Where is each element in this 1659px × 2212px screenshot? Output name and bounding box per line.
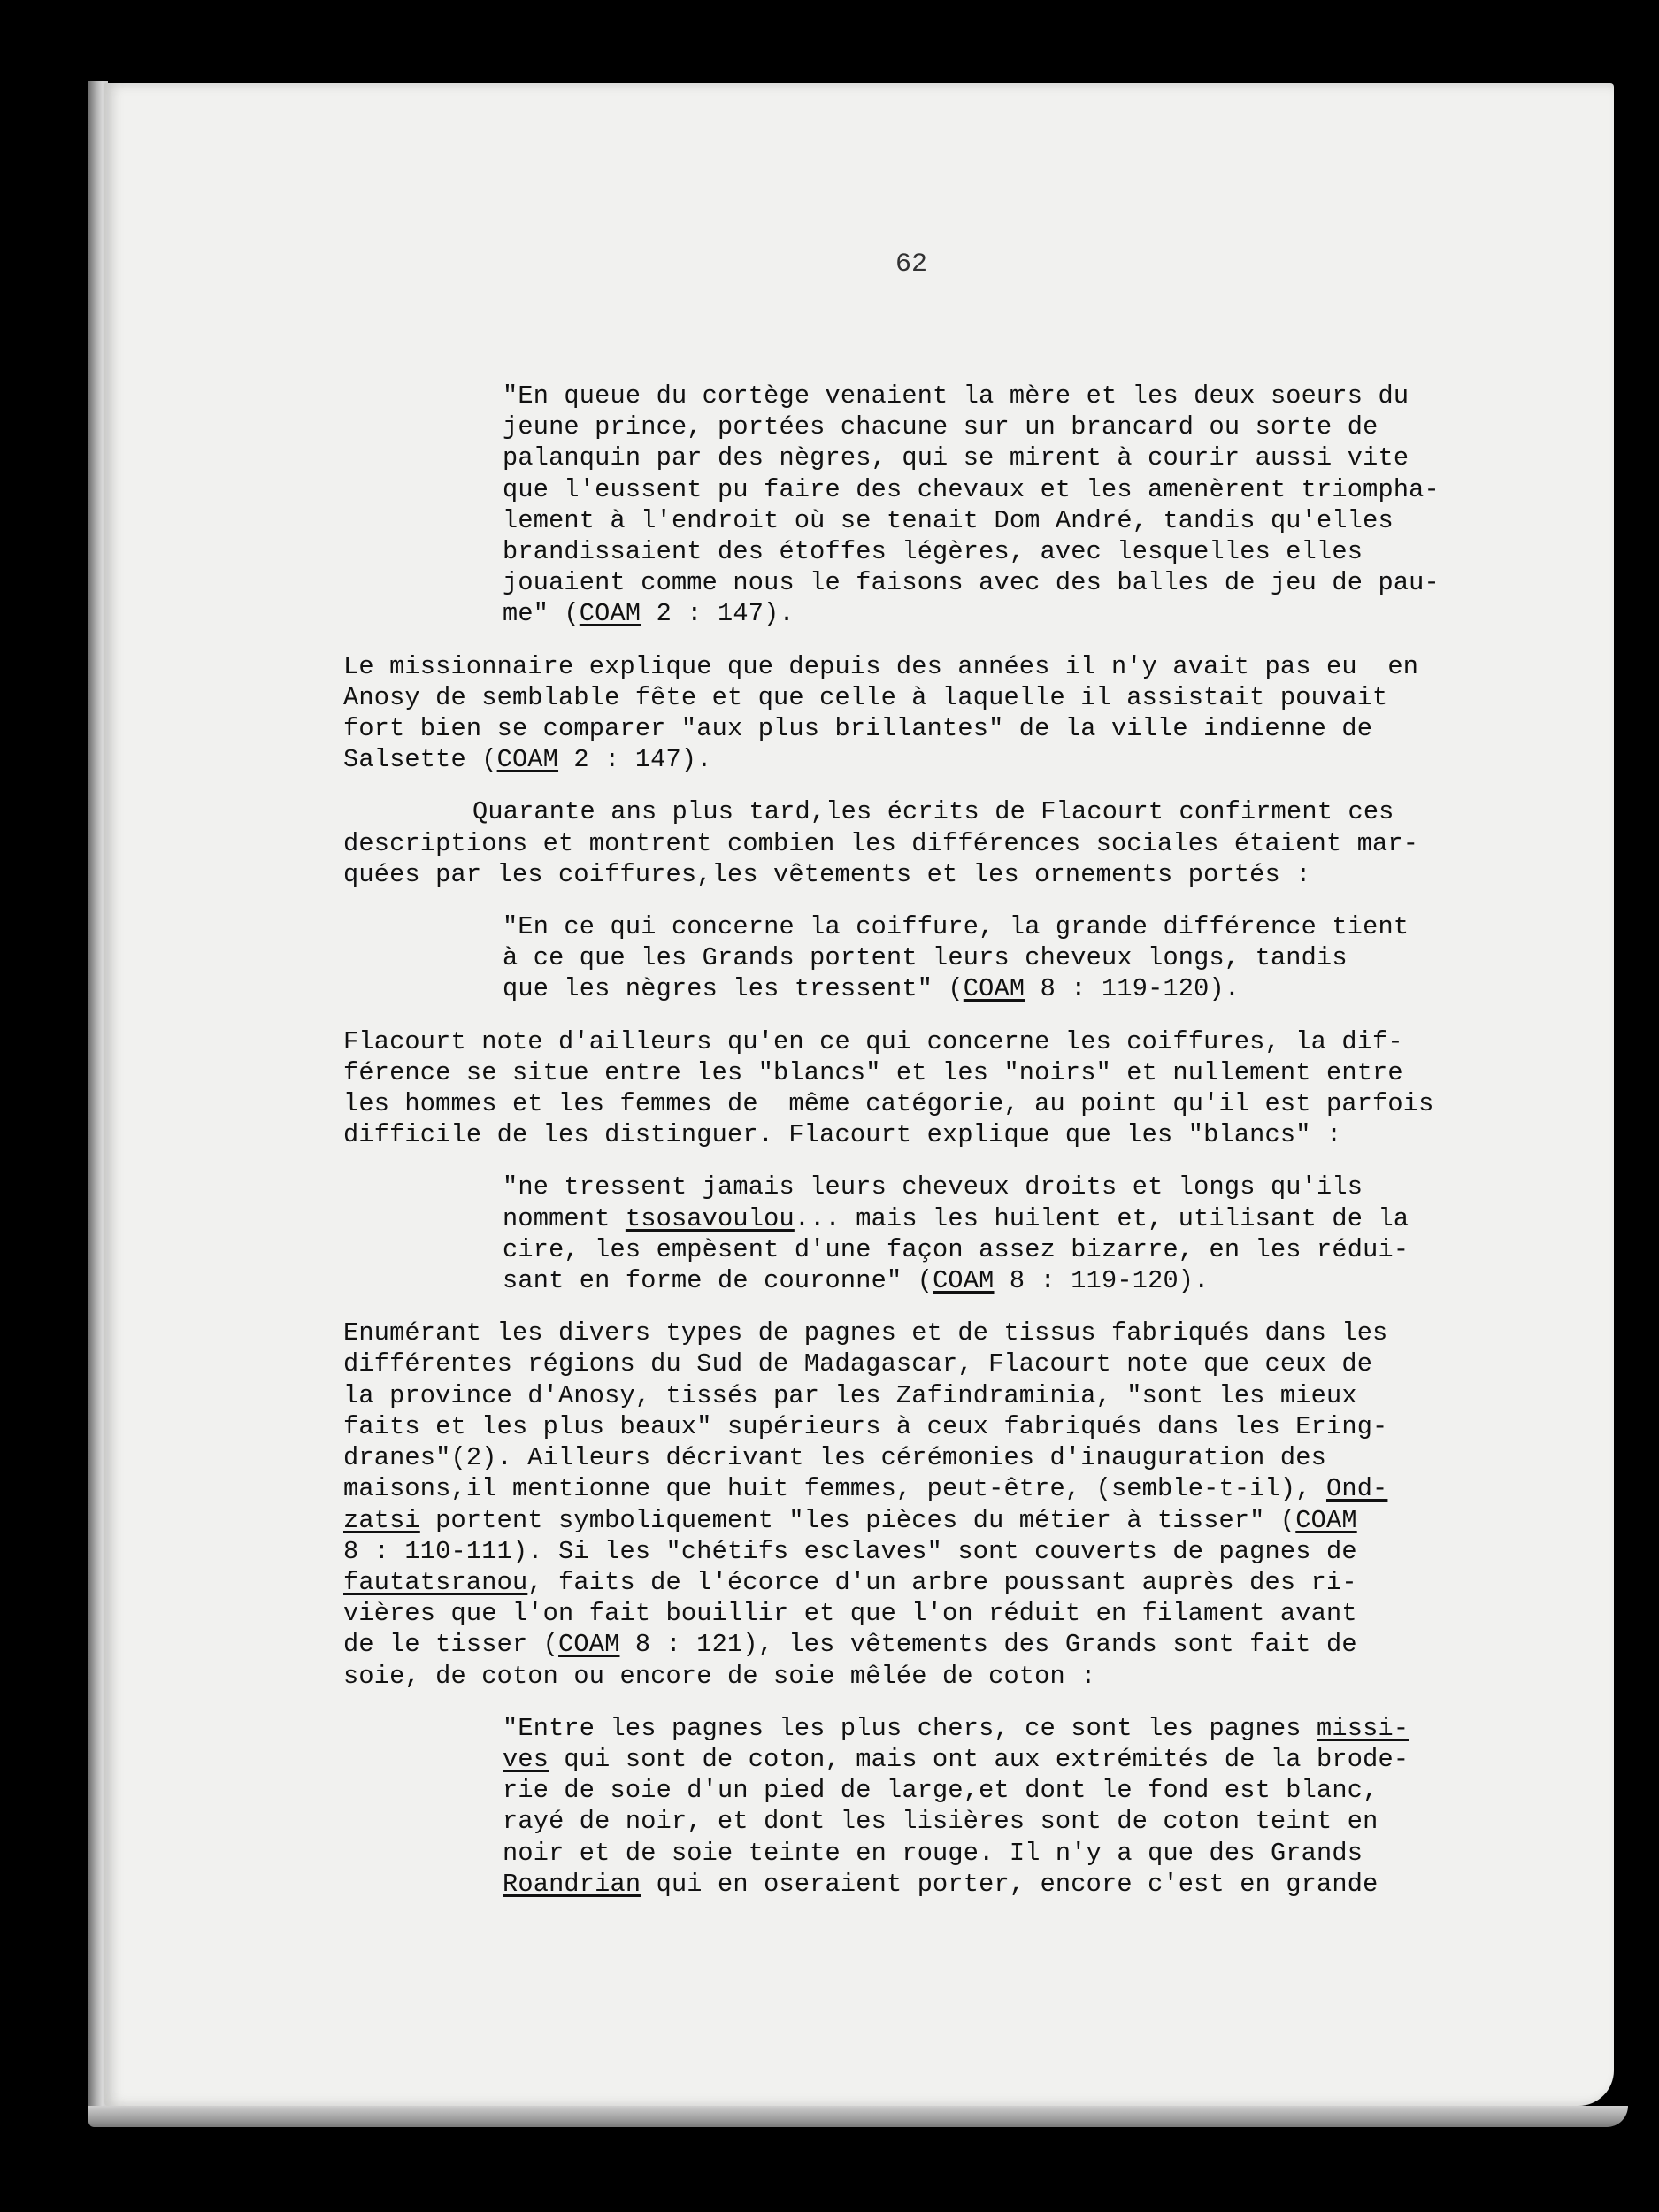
underlined-term: COAM [1295, 1505, 1357, 1535]
text-run: jeune prince, portées chacune sur un brancard ou sorte de [503, 412, 1379, 442]
text-line [343, 1380, 1485, 1411]
text-run: Le missionnaire explique que depuis des années il n'y avait pas eu en [343, 651, 1419, 681]
text-line [503, 1171, 1485, 1202]
text-run: à ce que les Grands portent leurs cheveux longs, tandis [503, 943, 1348, 973]
text-run: maisons,il mentionne que huit femmes, peut-être, (semble-t-il), [343, 1474, 1326, 1504]
underlined-term: COAM [496, 745, 559, 775]
underlined-term: ves [503, 1744, 549, 1774]
text-run: descriptions et montrent combien les différences sociales étaient mar- [343, 828, 1419, 858]
text-run: , faits de l'écorce d'un arbre poussant auprès des ri- [527, 1567, 1357, 1597]
text-run: jouaient comme nous le faisons avec des balles de jeu de pau- [503, 568, 1440, 598]
text-run: 8 : 119-120). [994, 1266, 1210, 1296]
text-line [503, 598, 1485, 629]
text-run: Quarante ans plus tard,les écrits de Flacourt confirment ces [472, 797, 1394, 827]
text-run: 8 : 110-111). Si les "chétifs esclaves" sont couverts de pagnes de [343, 1536, 1357, 1566]
text-run: 2 : 147). [558, 745, 712, 775]
text-line [503, 1234, 1485, 1265]
paragraph [343, 651, 1485, 776]
text-line [343, 1536, 1485, 1567]
text-run: "En ce qui concerne la coiffure, la grande différence tient [503, 912, 1409, 942]
text-line [503, 1869, 1485, 1900]
text-line [503, 1838, 1485, 1869]
paragraph-gap [343, 1005, 1485, 1026]
text-line [343, 1505, 1485, 1536]
text-line [343, 828, 1485, 859]
text-run: les hommes et les femmes de même catégorie, au point qu'il est parfois [343, 1089, 1434, 1119]
text-run: qui en oseraient porter, encore c'est en grande [641, 1869, 1379, 1899]
paragraph [343, 1026, 1485, 1151]
underlined-term: zatsi [343, 1505, 420, 1535]
text-line [343, 859, 1485, 890]
text-line [503, 1713, 1485, 1744]
underlined-term: tsosavoulou [625, 1203, 795, 1233]
text-line [503, 942, 1485, 973]
paragraph [343, 796, 1485, 890]
paragraph-gap [343, 1692, 1485, 1713]
text-run: de le tisser ( [343, 1630, 559, 1660]
block-quote [503, 1713, 1485, 1900]
text-line [343, 1411, 1485, 1442]
text-run: 2 : 147). [641, 599, 795, 629]
text-run: portent symboliquement "les pièces du métier à tisser" ( [419, 1505, 1296, 1535]
text-run: 8 : 119-120). [1025, 974, 1240, 1004]
paragraph-gap [343, 890, 1485, 911]
text-line [503, 1265, 1485, 1296]
book-page-edges-bottom [88, 2106, 1628, 2127]
text-line [343, 682, 1485, 713]
text-line [343, 651, 1485, 682]
text-line [503, 536, 1485, 567]
paragraph-gap [343, 1150, 1485, 1171]
text-run: noir et de soie teinte en rouge. Il n'y a que des Grands [503, 1838, 1363, 1868]
text-line [343, 1317, 1485, 1348]
text-line [503, 442, 1485, 473]
text-run: "En queue du cortège venaient la mère et les deux soeurs du [503, 381, 1409, 411]
text-run: soie, de coton ou encore de soie mêlée de coton : [343, 1661, 1096, 1691]
text-line [503, 1806, 1485, 1837]
text-run: palanquin par des nègres, qui se mirent à courir aussi vite [503, 443, 1409, 473]
underlined-term: COAM [558, 1630, 620, 1660]
text-line [343, 713, 1485, 744]
text-run: me" ( [503, 599, 580, 629]
text-line [343, 1598, 1485, 1629]
text-run: quées par les coiffures,les vêtements et les ornements portés : [343, 859, 1311, 889]
text-line [503, 1775, 1485, 1806]
text-line [503, 567, 1485, 598]
underlined-term: fautatsranou [343, 1567, 528, 1597]
block-quote [503, 380, 1485, 630]
text-run: vières que l'on fait bouillir et que l'on réduit en filament avant [343, 1599, 1357, 1629]
text-run: rie de soie d'un pied de large,et dont le fond est blanc, [503, 1776, 1379, 1806]
text-run: brandissaient des étoffes légères, avec lesquelles elles [503, 537, 1363, 567]
text-line [343, 1629, 1485, 1660]
text-run: "ne tressent jamais leurs cheveux droits et longs qu'ils [503, 1172, 1363, 1202]
text-run: nomment [503, 1203, 626, 1233]
text-run: Salsette ( [343, 745, 497, 775]
text-run: difficile de les distinguer. Flacourt explique que les "blancs" : [343, 1120, 1342, 1150]
text-run: différentes régions du Sud de Madagascar, Flacourt note que ceux de [343, 1349, 1373, 1379]
text-line [503, 474, 1485, 505]
underlined-term: COAM [963, 974, 1025, 1004]
text-run: fort bien se comparer "aux plus brillantes" de la ville indienne de [343, 714, 1373, 744]
text-run: "Entre les pagnes les plus chers, ce sont les pagnes [503, 1713, 1317, 1743]
text-run: Anosy de semblable fête et que celle à laquelle il assistait pouvait [343, 682, 1388, 712]
paragraph-gap [343, 775, 1485, 796]
text-run: férence se situe entre les "blancs" et les "noirs" et nullement entre [343, 1057, 1403, 1087]
text-run: que l'eussent pu faire des chevaux et les amenèrent triompha- [503, 474, 1440, 504]
text-run: Flacourt note d'ailleurs qu'en ce qui concerne les coiffures, la dif- [343, 1026, 1403, 1056]
paragraph [343, 1317, 1485, 1691]
text-run: rayé de noir, et dont les lisières sont de coton teint en [503, 1807, 1379, 1837]
text-line [343, 1057, 1485, 1088]
text-line [343, 744, 1485, 775]
text-run: que les nègres les tressent" ( [503, 974, 964, 1004]
text-run: lement à l'endroit où se tenait Dom André, tandis qu'elles [503, 505, 1394, 535]
text-line [343, 1348, 1485, 1379]
text-line [503, 1744, 1485, 1775]
block-quote [503, 911, 1485, 1005]
underlined-term: missi- [1317, 1713, 1409, 1743]
body-text [343, 380, 1485, 1900]
underlined-term: Ond- [1325, 1474, 1388, 1504]
text-run: dranes"(2). Ailleurs décrivant les cérémonies d'inauguration des [343, 1443, 1326, 1473]
text-run: ... mais les huilent et, utilisant de la [794, 1203, 1409, 1233]
text-line [503, 411, 1485, 442]
text-line [343, 1567, 1485, 1598]
text-line [343, 1661, 1485, 1692]
text-line [503, 505, 1485, 536]
text-run: la province d'Anosy, tissés par les Zafindraminia, "sont les mieux [343, 1380, 1357, 1410]
text-line [503, 1203, 1485, 1234]
block-quote [503, 1171, 1485, 1296]
underlined-term: COAM [933, 1266, 995, 1296]
text-run: Enumérant les divers types de pagnes et de tissus fabriqués dans les [343, 1318, 1388, 1348]
text-run: 8 : 121), les vêtements des Grands sont fait de [619, 1630, 1357, 1660]
text-line [343, 1442, 1485, 1473]
text-run: cire, les empèsent d'une façon assez bizarre, en les rédui- [503, 1234, 1409, 1264]
text-line [343, 1026, 1485, 1057]
text-line [343, 1473, 1485, 1504]
text-line [343, 796, 1485, 827]
paragraph-gap [343, 630, 1485, 651]
underlined-term: Roandrian [503, 1869, 641, 1899]
text-line [343, 1088, 1485, 1119]
text-line [503, 973, 1485, 1004]
text-run: sant en forme de couronne" ( [503, 1266, 933, 1296]
text-line [343, 1119, 1485, 1150]
page-number: 62 [895, 250, 928, 280]
text-line [503, 380, 1485, 411]
underlined-term: COAM [579, 599, 641, 629]
text-line [503, 911, 1485, 942]
paragraph-gap [343, 1296, 1485, 1317]
text-run: faits et les plus beaux" supérieurs à ceux fabriqués dans les Ering- [343, 1411, 1388, 1441]
text-run: qui sont de coton, mais ont aux extrémités de la brode- [549, 1744, 1409, 1774]
